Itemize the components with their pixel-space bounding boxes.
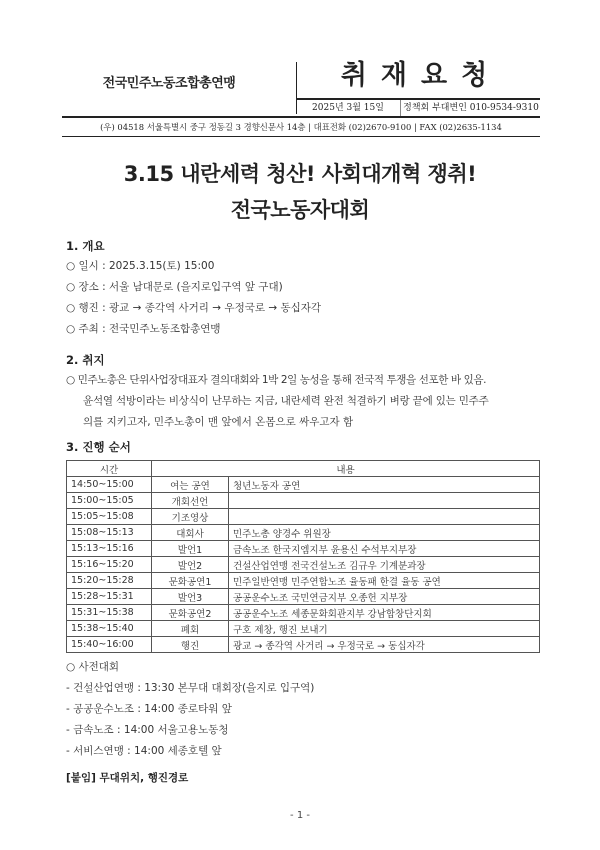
schedule-detail-cell: 민주일반연맹 민주연합노조 율동패 한결 율동 공연 [229, 573, 540, 589]
col-content-header: 내용 [152, 461, 540, 477]
schedule-detail-cell: 광교 → 종각역 사거리 → 우정국로 → 동십자각 [229, 637, 540, 653]
schedule-item-cell: 발언1 [152, 541, 229, 557]
schedule-detail-cell: 금속노조 한국지엠지부 윤용신 수석부지부장 [229, 541, 540, 557]
section-purpose-heading: 2. 취지 [66, 353, 105, 367]
schedule-item-cell: 기조영상 [152, 509, 229, 525]
pre-event-item: - 공공운수노조 : 14:00 종로타워 앞 [66, 703, 232, 715]
schedule-time-cell: 15:40~16:00 [67, 637, 152, 653]
overview-place: ○ 장소 : 서울 남대문로 (을지로입구역 앞 구대) [66, 281, 283, 293]
press-contact: 정책회 부대변인 010-9534-9310 [403, 103, 539, 113]
schedule-row [67, 573, 540, 589]
overview-march: ○ 행진 : 광교 → 종각역 사거리 → 우정국로 → 동십자각 [66, 302, 322, 314]
schedule-row [67, 477, 540, 493]
main-title-line1: 3.15 내란세력 청산! 사회대개혁 쟁취! [123, 162, 477, 186]
overview-date: ○ 일시 : 2025.3.15(토) 15:00 [66, 260, 215, 272]
schedule-item-cell: 문화공연1 [152, 573, 229, 589]
document-type-title: 취재요청 [340, 60, 502, 91]
schedule-item-cell: 폐회 [152, 621, 229, 637]
purpose-paragraph [66, 370, 540, 433]
schedule-item-cell: 발언3 [152, 589, 229, 605]
schedule-time-cell: 15:05~15:08 [67, 509, 152, 525]
pre-event-item: - 서비스연맹 : 14:00 세종호텔 앞 [66, 745, 222, 757]
schedule-row [67, 541, 540, 557]
schedule-detail-cell: 민주노총 양경수 위원장 [229, 525, 540, 541]
schedule-item-cell: 여는 공연 [152, 477, 229, 493]
schedule-item-cell: 개회선언 [152, 493, 229, 509]
schedule-header-row [67, 461, 540, 477]
purpose-line2: 윤석열 석방이라는 비상식이 난무하는 지금, 내란세력 완전 척결하기 벼랑 끝에 있는 민주주 [83, 395, 489, 407]
purpose-line3: 의를 지키고자, 민주노총이 맨 앞에서 온몸으로 싸우고자 함 [83, 416, 354, 428]
issue-date: 2025년 3월 15일 [296, 100, 401, 116]
schedule-time-cell: 15:08~15:13 [67, 525, 152, 541]
schedule-row [67, 621, 540, 637]
schedule-detail-cell: 건설산업연맹 전국건설노조 김규우 기계분과장 [229, 557, 540, 573]
schedule-time-cell: 15:28~15:31 [67, 589, 152, 605]
page-number: - 1 - [290, 810, 310, 821]
schedule-detail-cell: 공공운수노조 국민연금지부 오종헌 지부장 [229, 589, 540, 605]
schedule-time-cell: 15:38~15:40 [67, 621, 152, 637]
col-time-header: 시간 [67, 461, 152, 477]
schedule-row [67, 637, 540, 653]
schedule-time-cell: 15:16~15:20 [67, 557, 152, 573]
schedule-row [67, 525, 540, 541]
schedule-item-cell: 발언2 [152, 557, 229, 573]
schedule-time-cell: 15:20~15:28 [67, 573, 152, 589]
letterhead [62, 56, 540, 116]
schedule-item-cell: 행진 [152, 637, 229, 653]
schedule-detail-cell [229, 509, 540, 525]
schedule-table [66, 460, 540, 653]
schedule-detail-cell: 구호 제창, 행진 보내기 [229, 621, 540, 637]
schedule-time-cell: 15:00~15:05 [67, 493, 152, 509]
pre-event-item: - 건설산업연맹 : 13:30 본무대 대회장(을지로 입구역) [66, 682, 315, 694]
schedule-row [67, 493, 540, 509]
pre-events-heading: ○ 사전대회 [66, 661, 120, 673]
address-bar: (우) 04518 서울특별시 중구 정동길 3 경향신문사 14층 | 대표전화 (02)2670-9100 | FAX (02)2635-1134 [62, 116, 540, 137]
section-schedule-heading: 3. 진행 순서 [66, 440, 131, 454]
schedule-detail-cell [229, 493, 540, 509]
schedule-item-cell: 문화공연2 [152, 605, 229, 621]
purpose-line1: ○ 민주노총은 단위사업장대표자 결의대회와 1박 2일 농성을 통해 전국적 투쟁을 선포한 바 있음. [66, 374, 487, 386]
overview-host: ○ 주최 : 전국민주노동조합총연맹 [66, 323, 221, 335]
attachment-note: [붙임] 무대위치, 행진경로 [66, 772, 189, 784]
section-overview-heading: 1. 개요 [66, 239, 105, 253]
schedule-row [67, 589, 540, 605]
pre-event-item: - 금속노조 : 14:00 서울고용노동청 [66, 724, 229, 736]
schedule-row [67, 605, 540, 621]
schedule-item-cell: 대회사 [152, 525, 229, 541]
schedule-detail-cell: 청년노동자 공연 [229, 477, 540, 493]
main-title-line2: 전국노동자대회 [230, 198, 370, 222]
schedule-detail-cell: 공공운수노조 세종문화회관지부 강남합창단지회 [229, 605, 540, 621]
schedule-time-cell: 15:13~15:16 [67, 541, 152, 557]
schedule-row [67, 509, 540, 525]
schedule-time-cell: 14:50~15:00 [67, 477, 152, 493]
schedule-time-cell: 15:31~15:38 [67, 605, 152, 621]
schedule-row [67, 557, 540, 573]
organization-name: 전국민주노동조합총연맹 [102, 75, 236, 91]
